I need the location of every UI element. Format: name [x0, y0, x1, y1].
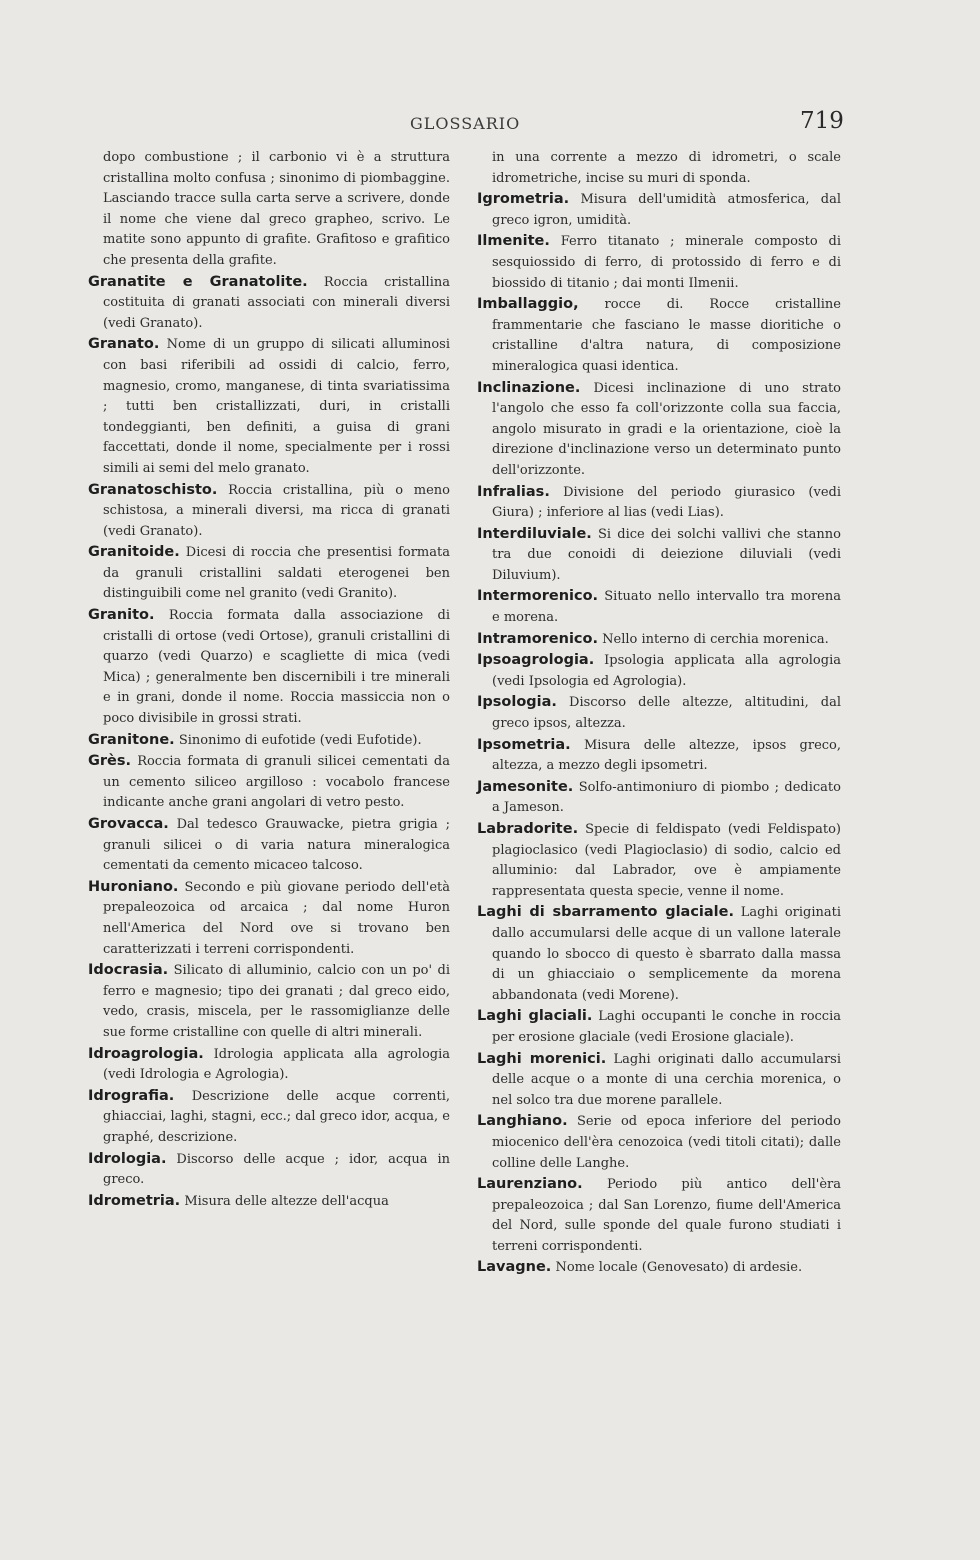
entry-term: Idrologia. [88, 1150, 167, 1167]
page-number: 719 [800, 108, 844, 134]
entry-definition: Misura delle altezze dell'acqua [184, 1193, 389, 1209]
entry-definition: Misura dell'umidità atmosferica, dal greco igron, umidità. [492, 192, 841, 228]
glossary-entry [477, 231, 841, 294]
entry-definition: Laghi originati dallo accumularsi delle acque o a monte di una cerchia morenica, o nel solco tra due morene parallele. [492, 1051, 841, 1108]
entry-definition: Idrologia applicata alla agrologia (vedi Idrologia e Agrologia). [103, 1046, 450, 1083]
entry-definition: Laghi occupanti le conche in roccia per erosione glaciale (vedi Erosione glaciale). [492, 1009, 841, 1045]
entry-term: Laghi di sbarramento glaciale. [477, 904, 734, 921]
entry-term: Granitoide. [88, 544, 180, 561]
entry-term: Idrografia. [88, 1087, 175, 1104]
entry-term: Granato. [88, 336, 160, 353]
glossary-entry [88, 814, 450, 877]
entry-definition: Roccia formata di granuli silicei cementati da un cemento siliceo argilloso : vocabolo francese indicante anche grani angolari di vetro pesto. [103, 754, 450, 811]
glossary-entry [477, 819, 841, 902]
left-column [88, 148, 450, 1212]
entry-definition: Ipsologia applicata alla agrologia (vedi Ipsologia ed Agrologia). [492, 653, 841, 689]
entry-definition: rocce di. Rocce cristalline frammentarie che fasciano le masse dioritiche o cristalline d'altra natura, di composizione mineralogica quasi identica. [492, 297, 841, 374]
entry-term: Intramorenico. [477, 630, 598, 647]
glossary-entry [477, 777, 841, 819]
glossary-entry [477, 692, 841, 734]
entry-term: Langhiano. [477, 1113, 568, 1130]
entry-term: Huroniano. [88, 878, 179, 895]
entry-definition: Laghi originati dallo accumularsi delle acque di un vallone laterale quando lo sbocco di questo è sbarrato dalla massa di un ghiacciaio o semplicemente da morena abbandonata (vedi Morene). [492, 905, 842, 1003]
entry-term: Idroagrologia. [88, 1045, 204, 1062]
entry-list [88, 272, 450, 1213]
entry-definition: Serie od epoca inferiore del periodo miocenico dell'èra cenozoica (vedi titoli citati); dalle colline delle Langhe. [492, 1114, 841, 1171]
entry-term: Ipsologia. [477, 694, 557, 711]
entry-definition: Nome di un gruppo di silicati alluminosi con basi riferibili ad ossidi di calcio, ferro, magnesio, cromo, manganese, di tinta svariatissima ; tutti ben cristallizzati, duri, in cristalli tondeggianti, ben definiti, a guisa di grani faccettati, donde il nome, specialmente per i rossi simili ai semi del melo granato. [103, 337, 450, 476]
glossary-entry [477, 1006, 841, 1048]
entry-definition: Periodo più antico dell'èra prepaleozoica ; dal San Lorenzo, fiume dell'America del Nord, sulle sponde del quale furono studiati i terreni corrispondenti. [492, 1177, 841, 1254]
entry-term: Intermorenico. [477, 588, 599, 605]
glossary-entry [88, 272, 450, 335]
entry-definition: Discorso delle acque ; idor, acqua in greco. [103, 1151, 450, 1188]
entry-list [477, 189, 841, 1279]
entry-term: Laghi morenici. [477, 1050, 607, 1067]
entry-term: Imballaggio, [477, 296, 579, 313]
entry-definition: Si dice dei solchi vallivi che stanno tra due conoidi di deiezione diluviali (vedi Diluvium). [492, 526, 841, 583]
entry-term: Ipsometria. [477, 736, 571, 753]
entry-term: Ipsoagrologia. [477, 652, 595, 669]
entry-definition: Discorso delle altezze, altitudini, dal greco ipsos, altezza. [492, 695, 842, 732]
entry-definition: Solfo-antimoniuro di piombo ; dedicato a Jameson. [492, 779, 841, 816]
glossary-entry [88, 605, 450, 730]
entry-definition: Nello interno di cerchia morenica. [602, 631, 829, 647]
entry-term: Igrometria. [477, 191, 570, 208]
entry-term: Inclinazione. [477, 379, 581, 396]
entry-term: Granatoschisto. [88, 481, 218, 498]
glossary-entry [477, 524, 841, 587]
entry-definition: Descrizione delle acque correnti, ghiacciai, laghi, stagni, ecc.; dal greco idor, acqua, e graphé, descrizione. [103, 1088, 450, 1145]
entry-term: Jamesonite. [477, 778, 574, 795]
entry-term: Interdiluviale. [477, 525, 592, 542]
entry-definition: Roccia cristallina, più o meno schistosa, a minerali diversi, ma ricca di granati (vedi Granato). [103, 482, 450, 539]
entry-definition: Dicesi inclinazione di uno strato l'angolo che esso fa coll'orizzonte colla sua faccia, angolo misurato in gradi e la orientazione, cioè la direzione d'inclinazione verso un determinato punto dell'orizzonte. [492, 380, 841, 478]
entry-definition: Secondo e più giovane periodo dell'età prepaleozoica od arcaica ; dal nome Huron nell'America del Nord ove si trovano ben caratterizzati i terreni corrispondenti. [103, 879, 450, 957]
entry-definition: Roccia cristallina costituita di granati associati con minerali diversi (vedi Granato). [103, 274, 450, 331]
entry-definition: Silicato di alluminio, calcio con un po' di ferro e magnesio; tipo dei granati ; dal greco eido, vedo, crasis, miscela, per le rassomiglianze delle sue forme cristalline con quelle di altri minerali. [103, 963, 450, 1040]
entry-term: Grès. [88, 753, 132, 770]
glossary-entry [477, 650, 841, 692]
glossary-entry [477, 1257, 841, 1279]
glossary-entry [88, 1086, 450, 1149]
continued-text: in una corrente a mezzo di idrometri, o scale idrometriche, incise su muri di sponda. [492, 150, 841, 186]
entry-term: Granatite e Granatolite. [88, 273, 308, 290]
glossary-entry [88, 730, 450, 752]
glossary-entry [88, 751, 450, 814]
entry-term: Laurenziano. [477, 1176, 583, 1193]
entry-term: Granito. [88, 607, 155, 624]
entry-term: Laghi glaciali. [477, 1008, 593, 1025]
glossary-entry [88, 877, 450, 960]
glossary-entry [477, 482, 841, 524]
glossary-entry [477, 629, 841, 651]
glossary-entry [477, 378, 841, 482]
glossary-entry [88, 480, 450, 543]
entry-definition: Ferro titanato ; minerale composto di sesquiossido di ferro, di protossido di ferro e di biossido di titanio ; dai monti Ilmenii. [492, 234, 841, 291]
entry-term: Idrometria. [88, 1192, 181, 1209]
glossary-entry [477, 902, 841, 1006]
glossary-entry [477, 189, 841, 231]
entry-term: Granitone. [88, 731, 175, 748]
entry-term: Ilmenite. [477, 233, 550, 250]
entry-definition: Sinonimo di eufotide (vedi Eufotide). [178, 732, 422, 748]
entry-definition: Nome locale (Genovesato) di ardesie. [555, 1260, 803, 1276]
glossary-entry [88, 1044, 450, 1086]
entry-definition: Misura delle altezze, ipsos greco, altezza, a mezzo degli ipsometri. [492, 737, 841, 774]
glossary-entry [477, 735, 841, 777]
entry-term: Infralias. [477, 483, 550, 500]
entry-term: Lavagne. [477, 1259, 552, 1276]
running-header: GLOSSARIO [410, 114, 521, 133]
continued-text: dopo combustione ; il carbonio vi è a struttura cristallina molto confusa ; sinonimo di piombaggine. Lasciando tracce sulla carta serve a scrivere, donde il nome che viene dal greco grapheo, scrivo. Le matite sono appunto di grafite. Grafitoso e grafitico che presenta della grafite. [103, 150, 450, 268]
glossary-entry [88, 542, 450, 605]
glossary-entry [477, 1049, 841, 1112]
entry-definition: Dal tedesco Grauwacke, pietra grigia ; granuli silicei o di varia natura mineralogica cementati da cemento micaceo talcoso. [103, 817, 450, 874]
entry-definition: Roccia formata dalla associazione di cristalli di ortose (vedi Ortose), granuli cristallini di quarzo (vedi Quarzo) e scagliette di mica (vedi Mica) ; generalmente ben discernibili i tre minerali e in grani, donde il nome. Roccia massiccia non o poco divisibile in grossi strati. [103, 608, 450, 727]
entry-definition: Divisione del periodo giurasico (vedi Giura) ; inferiore al lias (vedi Lias). [492, 484, 841, 521]
entry-definition: Dicesi di roccia che presentisi formata da granuli cristallini saldati eterogenei ben distinguibili come nel granito (vedi Granito). [103, 545, 450, 602]
entry-term: Labradorite. [477, 821, 579, 837]
glossary-entry [477, 586, 841, 628]
right-column [477, 148, 841, 1279]
entry-term: Grovacca. [88, 816, 169, 832]
glossary-entry [88, 960, 450, 1043]
glossary-entry [477, 1174, 841, 1257]
entry-term: Idocrasia. [88, 962, 169, 979]
glossary-entry [88, 334, 450, 479]
glossary-entry [88, 1191, 450, 1213]
glossary-entry [477, 1111, 841, 1174]
glossary-entry [477, 294, 841, 377]
entry-definition: Situato nello intervallo tra morena e morena. [492, 589, 841, 626]
entry-definition: Specie di feldispato (vedi Feldispato) plagioclasico (vedi Plagioclasio) di sodio, calcio ed alluminio: dal Labrador, ove è ampiamente rappresentata questa specie, venne il nome. [492, 822, 841, 899]
glossary-entry [88, 1149, 450, 1191]
